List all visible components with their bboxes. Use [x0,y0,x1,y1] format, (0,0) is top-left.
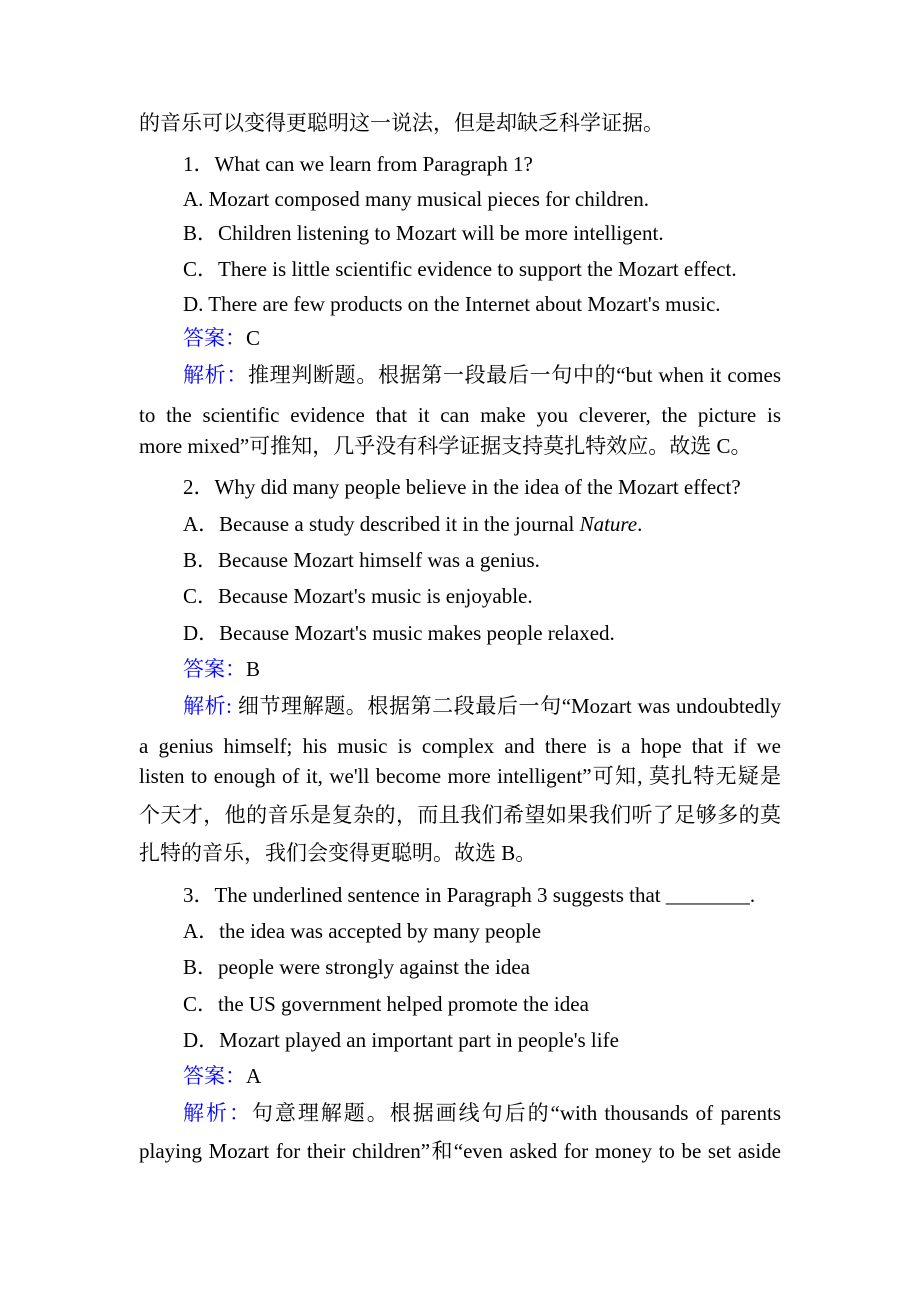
q2-analysis-line-4: 个天才，他的音乐是复杂的，而且我们希望如果我们听了足够多的莫 [139,803,781,827]
question-3: 3．The underlined sentence in Paragraph 3 suggests that ________. [183,883,756,907]
q2-option-a-text: A．Because a study described it in the journal [183,512,580,536]
q2-option-a [183,514,642,535]
q1-option-c: C．There is little scientific evidence to support the Mozart effect. [183,257,737,281]
q1-option-b: B．Children listening to Mozart will be more intelligent. [183,221,664,245]
question-2: 2．Why did many people believe in the idea of the Mozart effect? [183,475,741,499]
q2-option-a-end: . [637,512,643,536]
q3-analysis-line-1 [183,1103,781,1124]
intro-text: 的音乐可以变得更聪明这一说法，但是却缺乏科学证据。 [139,111,664,135]
q3-option-a: A．the idea was accepted by many people [183,919,542,943]
q3-answer [183,1066,261,1087]
q2-answer-label: 答案： [183,657,246,681]
q2-option-c: C．Because Mozart's music is enjoyable. [183,584,533,608]
question-1: 1．What can we learn from Paragraph 1? [183,152,533,176]
q2-analysis-line-3: listen to enough of it, we'll become more intelligent”可知, 莫扎特无疑是 [139,764,781,788]
q2-option-d: D．Because Mozart's music makes people relaxed. [183,621,615,645]
q3-analysis-line-2: playing Mozart for their children”和“even asked for money to be set aside [139,1139,781,1163]
q2-answer-value: B [246,657,261,681]
q1-analysis-label: 解析： [183,363,248,387]
q2-analysis-line-1 [183,696,781,717]
q2-answer [183,659,260,680]
q3-answer-value: A [246,1064,262,1088]
q2-analysis-label: 解析: [183,694,233,718]
q1-analysis-line-2: to the scientific evidence that it can make you cleverer, the picture is [139,403,781,427]
q1-answer-label: 答案： [183,326,246,350]
q3-option-b: B．people were strongly against the idea [183,955,530,979]
q1-answer-value: C [246,326,261,350]
q2-analysis-line-2: a genius himself; his music is complex and there is a hope that if we [139,734,781,758]
q1-answer [183,328,260,349]
q2-option-b: B．Because Mozart himself was a genius. [183,548,540,572]
q1-analysis-line-1 [183,365,781,386]
q3-answer-label: 答案： [183,1064,246,1088]
q2-analysis-text: 细节理解题。根据第二段最后一句“Mozart was undoubtedly [232,694,781,718]
q1-analysis-text: 推理判断题。根据第一段最后一句中的“but when it comes [248,363,781,387]
q2-option-a-journal: Nature [579,512,638,536]
q1-option-d: D. There are few products on the Internet about Mozart's music. [183,292,721,316]
q3-option-c: C．the US government helped promote the idea [183,992,589,1016]
q2-analysis-line-5: 扎特的音乐，我们会变得更聪明。故选 B。 [139,841,537,865]
q1-analysis-line-3: more mixed”可推知，几乎没有科学证据支持莫扎特效应。故选 C。 [139,434,752,458]
q3-analysis-label: 解析： [183,1101,252,1125]
q3-analysis-text: 句意理解题。根据画线句后的“with thousands of parents [251,1101,782,1125]
q1-option-a: A. Mozart composed many musical pieces for children. [183,187,649,211]
q3-option-d: D．Mozart played an important part in people's life [183,1028,619,1052]
